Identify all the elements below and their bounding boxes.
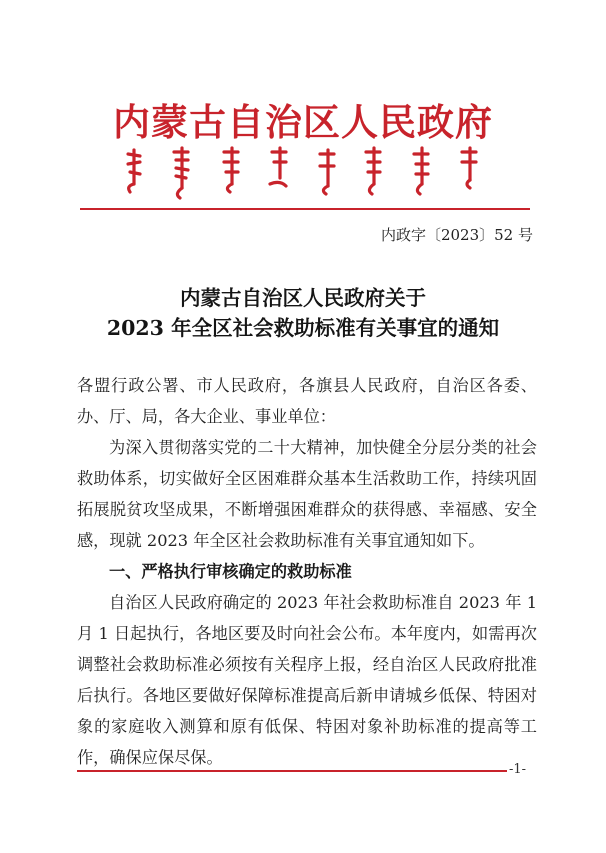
header-divider (80, 208, 530, 210)
section-1-paragraph: 自治区人民政府确定的 2023 年社会救助标准自 2023 年 1 月 1 日起执行，各地区要及时向社会公布。本年度内，如需再次调整社会救助标准必须按有关程序上报，经自治区人民政府批准后执行。各地区要做好保障标准提高后新申请城乡低保、特困对象的家庭收入测算和原有低保、特困对象补助标准的提高等工作，确保应保尽保。 (77, 593, 537, 767)
mongolian-word-2 (174, 148, 188, 198)
footer-divider (77, 770, 507, 772)
page-number: -1- (509, 762, 527, 777)
intro-paragraph: 为深入贯彻落实党的二十大精神，加快健全分层分类的社会救助体系，切实做好全区困难群众基本生活救助工作，持续巩固拓展脱贫攻坚成果，不断增强困难群众的获得感、幸福感、安全感，现就 2023 年全区社会救助标准有关事宜通知如下。 (77, 438, 537, 550)
mongolian-word-7 (414, 148, 428, 194)
issuer-name: 内蒙古自治区人民政府 (113, 100, 493, 144)
addressee: 各盟行政公署、市人民政府，各旗县人民政府，自治区各委、办、厅、局，各大企业、事业单位： (77, 376, 537, 426)
mongolian-word-6 (366, 148, 380, 194)
section-heading-1: 一、严格执行审核确定的救助标准 (109, 562, 352, 581)
document-number: 内政字〔2023〕52 号 (380, 226, 533, 244)
mongolian-word-4 (270, 148, 286, 186)
mongolian-word-5 (320, 150, 334, 194)
mongolian-word-8 (462, 148, 476, 188)
mongolian-word-1 (128, 150, 140, 192)
notice-title-line-1: 内蒙古自治区人民政府关于 (180, 286, 426, 310)
notice-title-line-2: 2023 年全区社会救助标准有关事宜的通知 (106, 316, 500, 340)
mongolian-word-3 (224, 148, 238, 192)
mongolian-script-logo (120, 140, 500, 200)
